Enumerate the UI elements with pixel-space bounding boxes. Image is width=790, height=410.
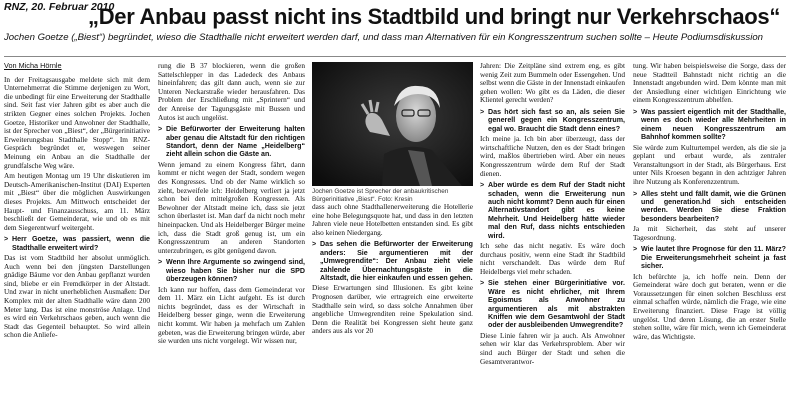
interview-question: > Wie lautet Ihre Prognose für den 11. März? Die Erweiterungsmehrheit scheint ja fast sicher. [633, 245, 786, 270]
interview-answer: Ich sehe das nicht negativ. Es wäre doch durchaus positiv, wenn eine Stadt ihr Stadtbild nicht verschandelt. Das würde dem Ruf Heidelbergs viel mehr schaden. [480, 241, 625, 276]
interview-answer: Diese Linie fahren wir ja auch. Als Anwohner sehen wir klar das Verkehrsproblem. Aber wir sind auch Bürger der Stadt und sehen die Gesamtverantwor- [480, 330, 625, 366]
headline: „Der Anbau passt nicht ins Stadtbild und bringt nur Verkehrschaos“ [88, 4, 781, 29]
interview-answer: Sie würde zum Kulturtempel werden, als die sie ja geplant und erbaut wurde, als zentraler Veranstaltungsort in der Stadt, als Bürgerhaus. Erst unter Nils Kroesen begann in den achtziger Jahren ihre Nutzung als Konferenzzentrum. [633, 142, 786, 186]
article-column-4 [480, 62, 625, 410]
interview-question: > Sie stehen einer Bürgerinitiative vor. Wäre es nicht ehrlicher, mit Ihrem Egoismus als Anwohner zu argumentieren als mit abstrakten Kniffen wie dem Gesamtwohl der Stadt oder der ausbleibenden Umwegrendite? [480, 279, 625, 329]
interview-question: > Die Befürworter der Erweiterung halten aber genau die Altstadt für den richtigen Standort, denn der Name „Heidelberg“ zieht allein schon die Gäste an. [158, 125, 305, 159]
interview-question: > Das hört sich fast so an, als seien Sie generell gegen ein Kongresszentrum, egal wo. Braucht die Stadt denn eines? [480, 108, 625, 133]
interview-answer: Diese Erwartungen sind Illusionen. Es gibt keine Prognosen darüber, wie ertragreich eine erweiterte Stadthalle sein wird, so dass solche Annahmen über angebliche Umwegrenditen reine Spekulation sind. Denn die Realität bei Kongressen sieht heute ganz anders aus als vor 20 [312, 283, 473, 336]
article-column-2 [158, 62, 305, 410]
byline: Von Micha Hörnle [4, 62, 62, 70]
interview-question: > Wenn Ihre Argumente so zwingend sind, wieso haben Sie bisher nur die SPD überzeugen können? [158, 258, 305, 283]
article-column-3 [312, 203, 473, 410]
article-column-5 [633, 62, 786, 410]
interview-question: > Alles steht und fällt damit, wie die Grünen und generation.hd sich entscheiden werden. Werden Sie diese Fraktion besonders bearbeiten? [633, 190, 786, 224]
interview-answer: Ja mit Sicherheit, das steht auf unserer Tagesordnung. [633, 224, 786, 242]
interview-answer: rung die B 37 blockieren, wenn die großen Sattelschlepper in das Ladedeck des Anbaus hineinfahren; das gilt dann auch, wenn sie zur Unteren Neckarstraße wieder herausfahren. Das Problem der Erschließung mit „Sprintern“ und der Anreise der Tagungsgäste mit Bussen und Autos ist auch ungelöst. [158, 62, 305, 122]
interview-question: > Das sehen die Befürworter der Erweiterung anders: Sie argumentieren mit der „Umwegrendite“: Der Anbau zieht viele zahlende Übernachtungsgäste in die Altstadt, die hier einkaufen und essen gehen. [312, 240, 473, 282]
intro-paragraph: In der Freitagsausgabe meldete sich mit dem Unternehmerrat die Stimme derjenigen zu Wort, die unbedingt für eine Erweiterung der Stadthalle sind. Seit fast vier Jahren gibt es aber auch die strikten Gegner eines solchen Projekts. Jochen Goetze, Historiker und Anwohner der Stadthalle, ist der Sprecher von „Biest“, der „Bürgerinitiative Erweiterungsbau Stadthalle Stopp“. Im RNZ-Gespräch begründet er, weswegen seiner Meinung ein Anbau an die Stadthalle der grundfalsche Weg wäre. [4, 74, 150, 170]
interview-answer: dass auch ohne Stadthallenerweiterung die Hotellerie eine hohe Belegungsquote hat, und dass in den letzten Jahren viele neue Hotelbetten entstanden sind. Es gibt also keinen Niedergang. [312, 203, 473, 237]
interview-question: > Herr Goetze, was passiert, wenn die Stadthalle erweitert wird? [4, 235, 150, 252]
interview-answer: Ich kann nur hoffen, dass dem Gemeinderat vor dem 11. März ein Licht aufgeht. Es ist durch nichts begründet, dass es der Wirtschaft in Heidelberg besser ginge, wenn die Erweiterung nicht kommt. Wir haben ja mehrfach um Zahlen gebeten, was die Erweiterung bringen würde, aber sie wurden uns nicht vorgelegt. Wir wissen nur, [158, 284, 305, 346]
subheadline: Jochen Goetze („Biest“) begründet, wieso die Stadthalle nicht erweitert werden darf, und dass man Alternativen für ein Kongresszentrum suchen sollte – Heute Podiumsdiskussion [4, 32, 764, 43]
intro-paragraph: Am heutigen Montag um 19 Uhr diskutieren im Deutsch-Amerikanischen-Institut (DAI) Experten mit „Biest“ über die möglichen Auswirkungen dieses Projekts. Am Mittwoch entscheidet der Haupt- und Finanzausschuss, am 11. März beschließt der Gemeinderat, wie und ob es mit dem Siegerentwurf weitergeht. [4, 171, 150, 232]
interview-answer: Das ist vom Stadtbild her absolut unmöglich. Auch wenn bei den jüngsten Darstellungen gnädige Bäume vor den Anbau gepflanzt wurden sind, bliebe er ein Fremdkörper in der Altstadt. Und zwar in nicht unerheblichen Ausmaßen: Der Komplex mit der alten Stadthalle wäre dann 200 Meter lang. Das ist eine monströse Anlage. Und es wird ein Verkehrschaos geben, auch wenn die Stadt das Gegenteil behauptet. So wird allein schon die Anliefe- [4, 253, 150, 340]
portrait-illustration [312, 62, 473, 186]
interview-answer: Wenn jemand zu einem Kongress fährt, dann kommt er nicht wegen der Stadt, sondern wegen des Kongresses. Und ob der Name wirklich so zieht, bezweifele ich: Heidelberg verliert ja jetzt schon bei den mittelgroßen Kongressen. Als Bewohner der Altstadt meine ich, dass sie jetzt schon überlastet ist. Man darf da nicht noch mehr hineinpacken. Und als Heidelberger Bürger meine ich, dass die Stadt groß genug ist, um ein Kongresszentrum an anderen Standorten unterzubringen, es gibt genügend davon. [158, 159, 305, 255]
article-column-1 [4, 62, 150, 410]
interview-question: > Aber würde es dem Ruf der Stadt nicht schaden, wenn die Erweiterung nun auch nicht kommt? Denn auch für einen Alternativstandort gibt es keine Mehrheit. Und Heidelberg hätte wieder mal den Ruf, dass nichts entschieden wird. [480, 181, 625, 240]
interview-answer: Ich meine ja. Ich bin aber überzeugt, dass der wirtschaftliche Nutzen, den es der Stadt bringen wird, maßlos übertrieben wird. Aber ein neues Kongresszentrum würde dem Ruf der Stadt dienen. [480, 134, 625, 178]
interview-question: > Was passiert eigentlich mit der Stadthalle, wenn es doch wieder alle Mehrheiten in einem neuen Kongresszentrum am Bahnhof kommen sollte? [633, 108, 786, 142]
photo-caption: Jochen Goetze ist Sprecher der anbaukritischen Bürgerinitiative „Biest“. Foto: Kresin [312, 188, 449, 203]
divider [4, 56, 786, 57]
interview-answer: Ich befürchte ja, ich hoffe nein. Denn der Gemeinderat wäre doch gut beraten, wenn er die Voraussetzungen für einen solchen Beschluss erst einmal schaffen würde, nämlich die Frage, wie eine Erweiterung finanziert. Diese Frage ist völlig ungelöst. Und deren Lösung, die an erster Stelle stehen sollte, wäre für mich, wenn ich Gemeinderat wäre, das Wichtigste. [633, 271, 786, 341]
masthead: RNZ, 20. Februar 2010 [4, 1, 115, 13]
interview-answer: Jahren: Die Zeitpläne sind extrem eng, es gibt wenig Zeit zum Bummeln oder Essengehen. Und selbst wenn die Gäste in der Innenstadt einkaufen gehen wollen: Wo gibt es da Läden, die dieser Klientel gerecht werden? [480, 62, 625, 105]
interview-answer: tung. Wir haben beispielsweise die Sorge, dass der neue Stadtteil Bahnstadt nicht richtig an die Innenstadt angebunden wird. Dem könnte man mit der Ansiedlung einer wichtigen Einrichtung wie einem Kongresszentrum abhelfen. [633, 62, 786, 105]
portrait-photo [312, 62, 473, 186]
